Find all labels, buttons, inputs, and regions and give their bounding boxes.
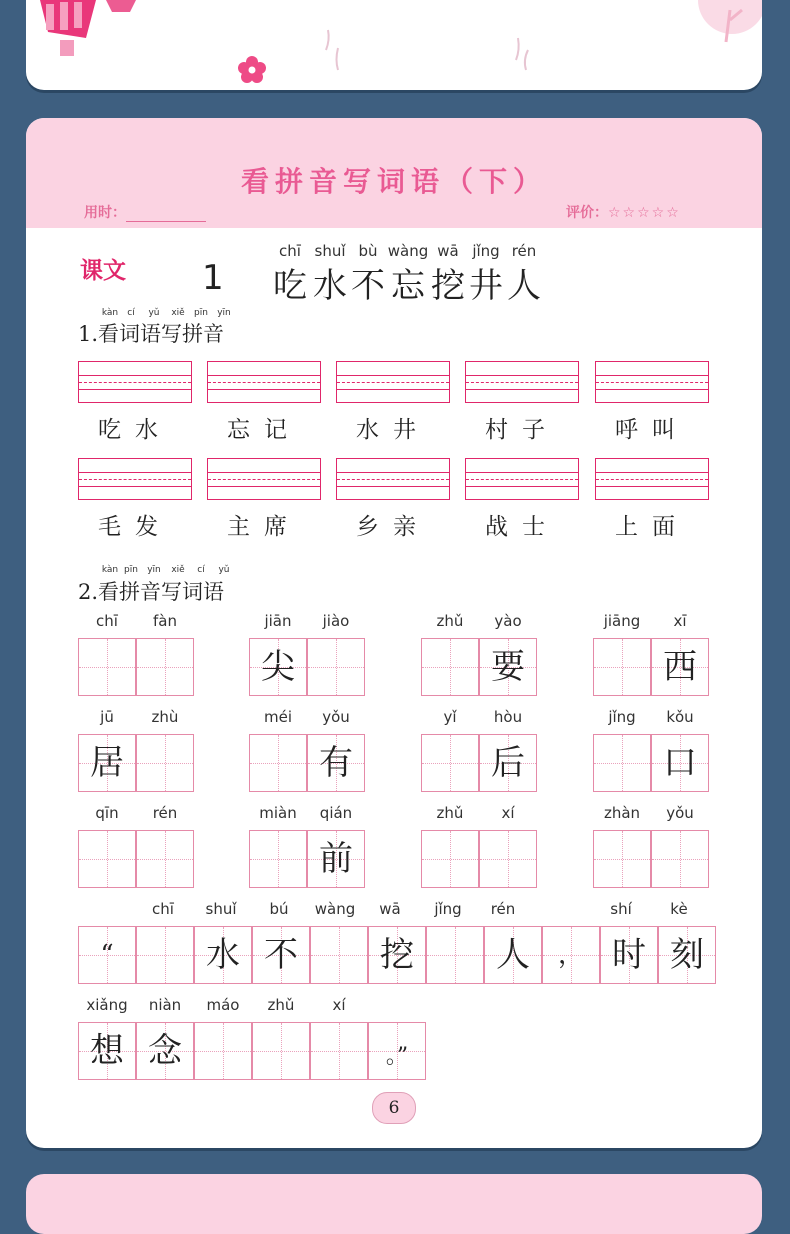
writing-cell[interactable] (252, 1022, 310, 1080)
writing-cell[interactable] (249, 638, 307, 696)
writing-cell[interactable] (78, 638, 136, 696)
rating-stars[interactable]: ☆☆☆☆☆ (608, 205, 681, 221)
writing-cell[interactable] (651, 638, 709, 696)
pinyin-writing-box[interactable] (336, 361, 450, 403)
word-pinyin: méi (263, 708, 292, 726)
vocabulary-word: 水井 (356, 417, 430, 443)
time-label: 用时： (84, 205, 126, 221)
writing-cell[interactable] (307, 830, 365, 888)
writing-cell[interactable] (479, 830, 537, 888)
sentence-pinyin: jǐng (434, 900, 462, 918)
lesson-title-char: 吃 (273, 266, 307, 306)
pinyin-writing-box[interactable] (207, 458, 321, 500)
writing-cell[interactable] (307, 734, 365, 792)
given-character: 前 (319, 839, 353, 879)
lesson-title-char: 不 (351, 266, 385, 306)
lesson-title-pinyin: wàng (387, 242, 429, 260)
writing-cell[interactable] (249, 830, 307, 888)
word-pinyin: yào (494, 612, 522, 630)
writing-cell[interactable] (307, 638, 365, 696)
section2-heading-pinyin-syllable: yīn (147, 565, 161, 575)
decorative-illustration (26, 0, 762, 90)
vocabulary-word: 乡亲 (356, 514, 430, 540)
given-character: 挖 (380, 935, 414, 975)
writing-cell[interactable] (600, 926, 658, 984)
lesson-tag: 课文 (80, 257, 126, 284)
writing-cell[interactable] (368, 1022, 426, 1080)
writing-cell[interactable] (421, 830, 479, 888)
given-character: 想 (90, 1031, 124, 1071)
time-blank[interactable] (126, 207, 206, 222)
word-pinyin: jiān (264, 612, 292, 630)
given-character: 不 (264, 935, 298, 975)
lesson-title-char: 人 (507, 266, 541, 306)
writing-cell[interactable] (194, 1022, 252, 1080)
sentence-pinyin: niàn (148, 996, 182, 1014)
writing-cell[interactable] (484, 926, 542, 984)
sentence-pinyin: zhǔ (267, 996, 295, 1014)
word-pinyin: jǐng (608, 708, 636, 726)
lesson-title-char: 井 (469, 266, 503, 306)
section1-heading-pinyin-syllable: cí (127, 308, 135, 318)
pinyin-writing-box[interactable] (465, 361, 579, 403)
pinyin-writing-box[interactable] (78, 458, 192, 500)
sentence-pinyin: shí (610, 900, 632, 918)
writing-cell[interactable] (421, 734, 479, 792)
sentence-pinyin: xiǎng (86, 996, 128, 1014)
writing-cell[interactable] (593, 638, 651, 696)
word-pinyin: hòu (493, 708, 523, 726)
writing-cell[interactable] (78, 926, 136, 984)
given-character: 口 (663, 743, 697, 783)
section2-heading-pinyin-syllable: kàn (101, 565, 119, 575)
word-pinyin: yǐ (443, 708, 457, 726)
section2-heading: 2.看拼音写词语 (78, 580, 225, 604)
section1-heading: 1.看词语写拼音 (78, 322, 225, 346)
writing-cell[interactable] (593, 830, 651, 888)
pinyin-writing-box[interactable] (595, 458, 709, 500)
worksheet-page (26, 118, 762, 1148)
page-header (26, 118, 762, 228)
word-pinyin: chī (96, 612, 118, 630)
pinyin-writing-box[interactable] (207, 361, 321, 403)
punctuation: 。” (385, 1044, 409, 1069)
writing-cell[interactable] (421, 638, 479, 696)
word-pinyin: qián (319, 804, 353, 822)
writing-cell[interactable] (479, 638, 537, 696)
section2-heading-pinyin-syllable: pīn (124, 565, 138, 575)
lesson-number: 1 (202, 258, 224, 298)
vocabulary-word: 上面 (615, 514, 689, 540)
given-character: 西 (663, 647, 697, 687)
sentence-pinyin: wā (379, 900, 401, 918)
given-character: 人 (496, 935, 530, 975)
writing-cell[interactable] (310, 1022, 368, 1080)
writing-cell[interactable] (651, 830, 709, 888)
section2-heading-pinyin-syllable: yǔ (218, 565, 230, 575)
writing-cell[interactable] (249, 734, 307, 792)
punctuation: “ (100, 940, 114, 970)
writing-cell[interactable] (252, 926, 310, 984)
writing-cell[interactable] (658, 926, 716, 984)
section2-heading-pinyin-syllable: xiě (171, 565, 185, 575)
vocabulary-word: 忘记 (227, 417, 301, 443)
page-title: 看拼音写词语（下） (240, 165, 547, 198)
writing-cell[interactable] (78, 830, 136, 888)
word-pinyin: xī (673, 612, 687, 630)
sentence-pinyin: shuǐ (205, 900, 237, 918)
writing-cell[interactable] (136, 830, 194, 888)
given-character: 时 (612, 935, 646, 975)
lesson-title-pinyin: shuǐ (314, 242, 346, 260)
vocabulary-word: 呼叫 (615, 417, 689, 443)
sentence-pinyin: xí (332, 996, 346, 1014)
sentence-pinyin: wàng (314, 900, 356, 918)
vocabulary-word: 主席 (227, 514, 301, 540)
rating-field (566, 202, 681, 222)
lesson-title-pinyin: rén (511, 242, 537, 260)
rating-label: 评价： (566, 205, 608, 221)
word-pinyin: yǒu (666, 804, 694, 822)
word-pinyin: yǒu (322, 708, 350, 726)
writing-cell[interactable] (136, 734, 194, 792)
sentence-pinyin: kè (670, 900, 688, 918)
section1-heading-pinyin-syllable: kàn (101, 308, 119, 318)
word-pinyin: jiào (322, 612, 350, 630)
pinyin-writing-box[interactable] (465, 458, 579, 500)
sentence-pinyin: máo (206, 996, 240, 1014)
writing-cell[interactable] (426, 926, 484, 984)
lesson-title-pinyin: chī (279, 242, 301, 260)
word-pinyin: jiāng (603, 612, 641, 630)
section1-heading-pinyin-syllable: yǔ (148, 308, 160, 318)
writing-cell[interactable] (194, 926, 252, 984)
lesson-title-char: 忘 (391, 266, 425, 306)
word-pinyin: miàn (259, 804, 297, 822)
word-pinyin: zhǔ (436, 804, 464, 822)
given-character: 刻 (670, 935, 704, 975)
section1-heading-pinyin-syllable: pīn (194, 308, 208, 318)
section1-heading-pinyin-syllable: xiě (171, 308, 185, 318)
given-character: 要 (491, 647, 525, 687)
writing-cell[interactable] (310, 926, 368, 984)
given-character: 尖 (261, 647, 295, 687)
writing-cell[interactable] (542, 926, 600, 984)
word-pinyin: kǒu (666, 708, 694, 726)
given-character: 水 (206, 935, 240, 975)
vocabulary-word: 村子 (485, 417, 559, 443)
writing-cell[interactable] (479, 734, 537, 792)
lesson-title-char: 挖 (431, 266, 465, 306)
previous-page-card (26, 0, 762, 90)
given-character: 居 (90, 743, 124, 783)
writing-cell[interactable] (78, 1022, 136, 1080)
writing-cell[interactable] (136, 926, 194, 984)
word-pinyin: fàn (153, 612, 177, 630)
word-pinyin: qīn (95, 804, 119, 822)
given-character: 念 (148, 1031, 182, 1071)
writing-cell[interactable] (368, 926, 426, 984)
word-pinyin: zhù (151, 708, 179, 726)
writing-cell[interactable] (136, 1022, 194, 1080)
word-pinyin: zhàn (603, 804, 641, 822)
lesson-title-pinyin: jǐng (472, 242, 500, 260)
word-pinyin: zhǔ (436, 612, 464, 630)
vocabulary-word: 毛发 (98, 514, 172, 540)
sentence-pinyin: bú (269, 900, 289, 918)
lesson-title-pinyin: bù (358, 242, 378, 260)
sentence-pinyin: chī (152, 900, 174, 918)
writing-cell[interactable] (78, 734, 136, 792)
vocabulary-word: 吃水 (98, 417, 172, 443)
time-field (84, 202, 206, 222)
writing-cell[interactable] (593, 734, 651, 792)
pinyin-writing-box[interactable] (78, 361, 192, 403)
writing-cell[interactable] (136, 638, 194, 696)
sentence-pinyin: rén (490, 900, 516, 918)
lesson-title-pinyin: wā (437, 242, 459, 260)
pinyin-writing-box[interactable] (336, 458, 450, 500)
word-pinyin: rén (152, 804, 178, 822)
word-pinyin: xí (501, 804, 515, 822)
given-character: 有 (319, 743, 353, 783)
punctuation: ， (557, 940, 584, 970)
given-character: 后 (491, 743, 525, 783)
pinyin-writing-box[interactable] (595, 361, 709, 403)
lesson-title-char: 水 (313, 266, 347, 306)
writing-cell[interactable] (651, 734, 709, 792)
page-number: 6 (372, 1092, 416, 1124)
section1-heading-pinyin-syllable: yīn (217, 308, 231, 318)
vocabulary-word: 战士 (485, 514, 559, 540)
section2-heading-pinyin-syllable: cí (197, 565, 205, 575)
next-page-card (26, 1174, 762, 1234)
word-pinyin: jū (100, 708, 114, 726)
